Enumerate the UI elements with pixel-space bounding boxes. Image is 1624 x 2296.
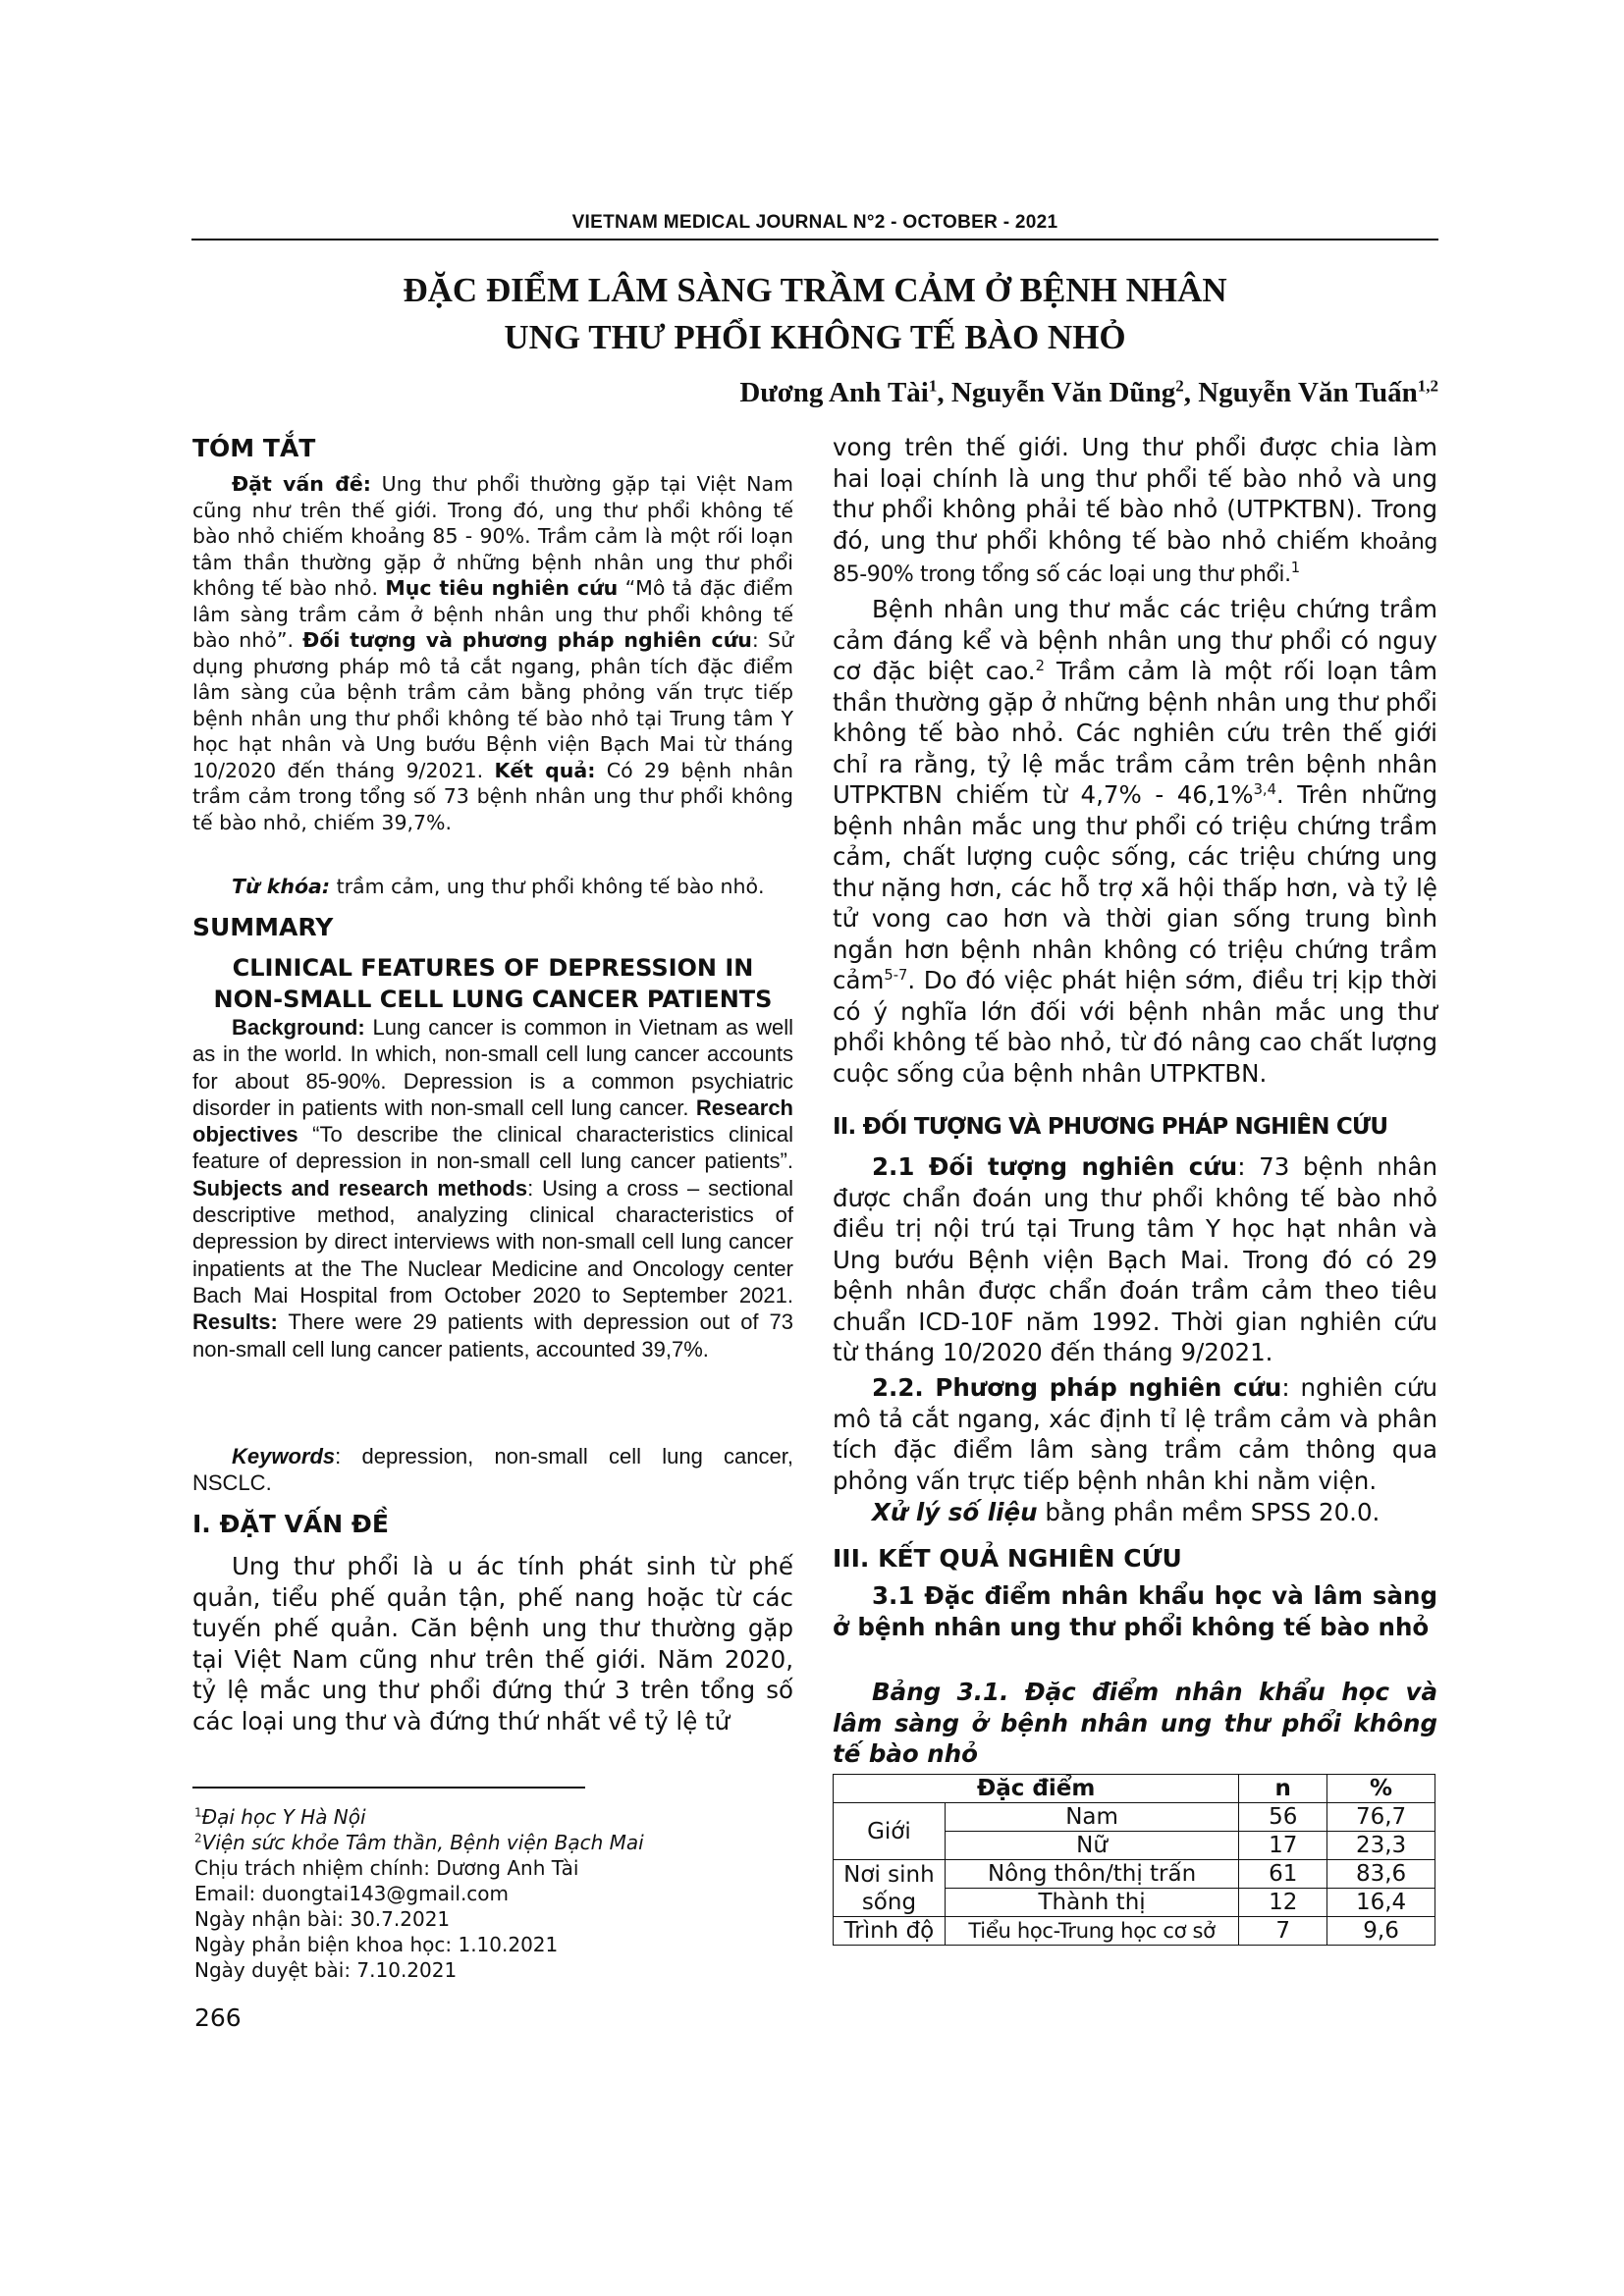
section-1-paragraph-1-right-tail: khoảng 85-90% trong tổng số các loại ung thư phổi. <box>833 529 1437 587</box>
table-cell: 23,3 <box>1327 1832 1435 1860</box>
data-processing-line <box>833 1497 1437 1528</box>
abstract-en-keywords <box>192 1443 793 1497</box>
abstract-en-results-text: There were 29 patients with depression out of 73 non-small cell lung cancer patients, accounted 39,7%. <box>192 1309 793 1362</box>
section-2-1-label: 2.1 Đối tượng nghiên cứu <box>872 1152 1238 1181</box>
table-cell: Thành thị <box>945 1889 1238 1917</box>
section-1-p2-a: Bệnh nhân ung thư mắc các triệu chứng trầm cảm đáng kể và bệnh nhân ung thư phổi có nguy cơ đặc biệt cao. <box>833 595 1437 685</box>
abstract-en-body <box>192 1014 793 1362</box>
section-1-heading: I. ĐẶT VẤN ĐỀ <box>192 1510 389 1538</box>
abstract-en-title-line-2: NON-SMALL CELL LUNG CANCER PATIENTS <box>213 986 773 1013</box>
title-line-2: UNG THƯ PHỔI KHÔNG TẾ BÀO NHỎ <box>504 318 1126 356</box>
section-3-1-heading: 3.1 Đặc điểm nhân khẩu học và lâm sàng ở bệnh nhân ung thư phổi không tế bào nhỏ <box>833 1581 1437 1641</box>
abstract-vi-keywords-label: Từ khóa: <box>232 875 331 898</box>
footnote-affiliation-2: Viện sức khỏe Tâm thần, Bệnh viện Bạch Mai <box>201 1831 644 1854</box>
author-name: Dương Anh Tài <box>739 377 929 408</box>
abstract-en-title-line-1: CLINICAL FEATURES OF DEPRESSION IN <box>232 954 754 982</box>
table-3-1-wrapper <box>833 1774 1435 1946</box>
section-1-paragraph-1-right-text: vong trên thế giới. Ung thư phổi được chia làm hai loại chính là ung thư phổi tế bào nhỏ và ung thư phổi không phải tế bào nhỏ (UTPKTBN). Trong đó, ung thư phổi không tế bào nhỏ chiếm <box>833 433 1437 555</box>
table-cell: Nam <box>945 1803 1238 1832</box>
article-title <box>191 267 1438 361</box>
footnotes: $^1$Đại học Y Hà Nội $^2$Viện sức khỏe Tâm thần, Bệnh viện Bạch Mai Chịu trách nhiệm chính: Dương Anh Tài Email: duongtai143@gmail.com Ngày nhận bài: 30.7.2021 Ngày phản biện khoa học: 1.10.2021 Ngày duyệt bài: 7.10.2021 <box>194 1804 803 1983</box>
footnote-received: Ngày nhận bài: 30.7.2021 <box>194 1907 451 1931</box>
footnote-reviewed: Ngày phản biện khoa học: 1.10.2021 <box>194 1933 559 1956</box>
footnote-corresponding: Chịu trách nhiệm chính: Dương Anh Tài <box>194 1856 579 1880</box>
data-processing-text: bằng phần mềm SPSS 20.0. <box>1037 1498 1380 1526</box>
abstract-vi-body <box>192 471 793 835</box>
abstract-en-methods-label: Subjects and research methods <box>192 1175 528 1201</box>
abstract-vi-background-label: Đặt vấn đề: <box>232 472 371 496</box>
section-3-heading: III. KẾT QUẢ NGHIÊN CỨU <box>833 1544 1182 1573</box>
abstract-vi-objective-label: Mục tiêu nghiên cứu <box>385 576 619 600</box>
author-affiliation: 2 <box>1175 376 1184 396</box>
citation-ref: 1 <box>1290 559 1301 576</box>
section-1-paragraph-2 <box>833 594 1437 1089</box>
table-cell: Tiểu học-Trung học cơ sở <box>945 1917 1238 1946</box>
abstract-vi-results-text: Có 29 bệnh nhân trầm cảm trong tổng số 73 bệnh nhân ung thư phổi không tế bào nhỏ, chiếm 39,7%. <box>192 758 793 834</box>
table-group-cell: Trình độ <box>834 1917 946 1946</box>
abstract-vi-keywords-text: trầm cảm, ung thư phổi không tế bào nhỏ. <box>330 875 765 898</box>
table-group-cell: Giới <box>834 1803 946 1860</box>
title-line-1: ĐẶC ĐIỂM LÂM SÀNG TRẦM CẢM Ở BỆNH NHÂN <box>403 271 1227 309</box>
table-row <box>834 1917 1435 1946</box>
table-cell: 16,4 <box>1327 1889 1435 1917</box>
section-1-p2-d: . Do đó việc phát hiện sớm, điều trị kịp thời có ý nghĩa lớn đối với bệnh nhân mắc ung thư phổi không tế bào nhỏ, từ đó nâng cao chất lượng cuộc sống của bệnh nhân UTPKTBN. <box>833 966 1437 1088</box>
table-cell: 83,6 <box>1327 1860 1435 1889</box>
abstract-en-objective-label: Research objectives <box>192 1095 793 1148</box>
section-1-paragraph-1-right <box>833 432 1437 591</box>
section-1-p2-b: Trầm cảm là một rối loạn tâm thần thường gặp ở những bệnh nhân ung thư phổi không tế bào nhỏ. Các nghiên cứu trên thế giới chỉ ra rằng, tỷ lệ mắc trầm cảm trên bệnh nhân UTPKTBN chiếm từ 4,7% - 46,1% <box>833 657 1438 809</box>
abstract-vi-results-label: Kết quả: <box>494 758 596 782</box>
abstract-en-results-label: Results: <box>192 1309 278 1335</box>
page-number: 266 <box>194 2003 242 2032</box>
table-cell: 12 <box>1239 1889 1327 1917</box>
section-1-p2-c: . Trên những bệnh nhân mắc ung thư phổi có triệu chứng trầm cảm, chất lượng cuộc sống, các triệu chứng ung thư nặng hơn, các hỗ trợ xã hội thấp hơn, và tỷ lệ tử vong cao hơn và thời gian sống trung bình ngắn hơn bệnh nhân không có triệu chứng trầm cảm <box>833 780 1438 994</box>
section-1-paragraph-1-left: Ung thư phổi là u ác tính phát sinh từ phế quản, tiểu phế quản tận, phế nang hoặc từ các tuyến phế quản. Căn bệnh ung thư thường gặp tại Việt Nam cũng như trên thế giới. Năm 2020, tỷ lệ mắc ung thư phổi đứng thứ 3 trên tổng số các loại ung thư và đứng thứ nhất về tỷ lệ tử <box>192 1552 793 1735</box>
footnote-accepted: Ngày duyệt bài: 7.10.2021 <box>194 1958 458 1982</box>
citation-ref: 2 <box>1035 657 1045 674</box>
table-3-1 <box>833 1774 1435 1946</box>
footnote-email: Email: duongtai143@gmail.com <box>194 1882 510 1905</box>
table-header-row <box>834 1775 1435 1803</box>
footnote-rule <box>192 1787 585 1789</box>
citation-ref: 5-7 <box>884 966 908 984</box>
section-2-heading: II. ĐỐI TƯỢNG VÀ PHƯƠNG PHÁP NGHIÊN CỨU <box>833 1114 1388 1140</box>
abstract-en-background-text: Lung cancer is common in Vietnam as well as in the world. In which, non-small cell lung cancer accounts for about 85-90%. Depression is a common psychiatric disorder in patients with non-small cell lung cancer. <box>192 1015 793 1120</box>
table-cell: 7 <box>1239 1917 1327 1946</box>
table-row <box>834 1860 1435 1889</box>
table-group-cell: Nơi sinh sống <box>834 1860 946 1917</box>
section-2-2-text: : nghiên cứu mô tả cắt ngang, xác định tỉ lệ trầm cảm và phân tích đặc điểm lâm sàng trầm cảm thông qua phỏng vấn trực tiếp bệnh nhân khi nằm viện. <box>833 1373 1438 1495</box>
section-2-2-paragraph <box>833 1372 1437 1496</box>
author-name: Nguyễn Văn Tuấn <box>1198 377 1418 408</box>
abstract-en-methods-text: : Using a cross – sectional descriptive method, analyzing clinical characteristics of depression by direct interviews with non-small cell lung cancer inpatients at the The Nuclear Medicine and Oncology center Bach Mai Hospital from October 2020 to September 2021. <box>192 1175 794 1308</box>
abstract-vi-background-text: Ung thư phổi thường gặp tại Việt Nam cũng như trên thế giới. Trong đó, ung thư phổi không tế bào nhỏ chiếm khoảng 85 - 90%. Trầm cảm là một rối loạn tâm thần thường gặp ở những bệnh nhân ung thư phổi không tế bào nhỏ. <box>192 472 793 600</box>
author-affiliation: 1,2 <box>1417 376 1438 396</box>
abstract-en-background-label: Background: <box>232 1015 365 1040</box>
citation-ref: 3,4 <box>1253 780 1276 798</box>
table-cell: Nông thôn/thị trấn <box>945 1860 1238 1889</box>
abstract-vi-heading: TÓM TẮT <box>192 434 316 462</box>
header-rule <box>191 239 1438 240</box>
abstract-en-keywords-text: : depression, non-small cell lung cancer, NSCLC. <box>192 1444 793 1496</box>
table-cell: 76,7 <box>1327 1803 1435 1832</box>
abstract-en-objective-text: “To describe the clinical characteristics clinical feature of depression in non-small cell lung cancer patients”. <box>192 1122 793 1174</box>
table-3-1-caption: Bảng 3.1. Đặc điểm nhân khẩu học và lâm sàng ở bệnh nhân ung thư phổi không tế bào nhỏ <box>833 1678 1437 1768</box>
table-header-characteristic: Đặc điểm <box>834 1775 1239 1803</box>
section-2-1-paragraph <box>833 1151 1437 1368</box>
table-header-percent: % <box>1327 1775 1435 1803</box>
table-row <box>834 1803 1435 1832</box>
author-affiliation: 1 <box>928 376 938 396</box>
author-name: Nguyễn Văn Dũng <box>950 377 1176 408</box>
abstract-vi-objective-text: “Mô tả đặc điểm lâm sàng trầm cảm ở bệnh nhân ung thư phổi không tế bào nhỏ”. <box>192 576 794 652</box>
author-list: Dương Anh Tài$^1$, Nguyễn Văn Dũng$^2$, Nguyễn Văn Tuấn$^{1,2}$ <box>739 376 1438 408</box>
abstract-vi-methods-label: Đối tượng và phương pháp nghiên cứu <box>302 628 752 652</box>
table-cell: 61 <box>1239 1860 1327 1889</box>
table-cell: 9,6 <box>1327 1917 1435 1946</box>
footnote-affiliation-1: Đại học Y Hà Nội <box>201 1805 366 1829</box>
table-header-n: n <box>1239 1775 1327 1803</box>
table-cell: 56 <box>1239 1803 1327 1832</box>
abstract-en-heading: SUMMARY <box>192 913 334 941</box>
abstract-en-keywords-label: Keywords <box>232 1444 336 1468</box>
abstract-en-title <box>192 952 793 1015</box>
abstract-vi-keywords <box>192 874 793 900</box>
abstract-vi-methods-text: : Sử dụng phương pháp mô tả cắt ngang, phân tích đặc điểm lâm sàng của bệnh trầm cảm bằng phỏng vấn trực tiếp bệnh nhân ung thư phổi không tế bào nhỏ tại Trung tâm Y học hạt nhân và Ung bướu Bệnh viện Bạch Mai từ tháng 10/2020 đến tháng 9/2021. <box>192 628 793 782</box>
data-processing-label: Xử lý số liệu <box>872 1498 1038 1526</box>
section-2-2-label: 2.2. Phương pháp nghiên cứu <box>872 1373 1282 1402</box>
table-cell: Nữ <box>945 1832 1238 1860</box>
table-cell: 17 <box>1239 1832 1327 1860</box>
section-2-1-text: : 73 bệnh nhân được chẩn đoán ung thư phổi không tế bào nhỏ điều trị nội trú tại Trung tâm Y học hạt nhân và Ung bướu Bệnh viện Bạch Mai. Trong đó có 29 bệnh nhân được chẩn đoán trầm cảm theo tiêu chuẩn ICD-10F năm 1992. Thời gian nghiên cứu từ tháng 10/2020 đến tháng 9/2021. <box>833 1152 1437 1366</box>
journal-header: VIETNAM MEDICAL JOURNAL N°2 - OCTOBER - 2021 <box>571 212 1058 233</box>
